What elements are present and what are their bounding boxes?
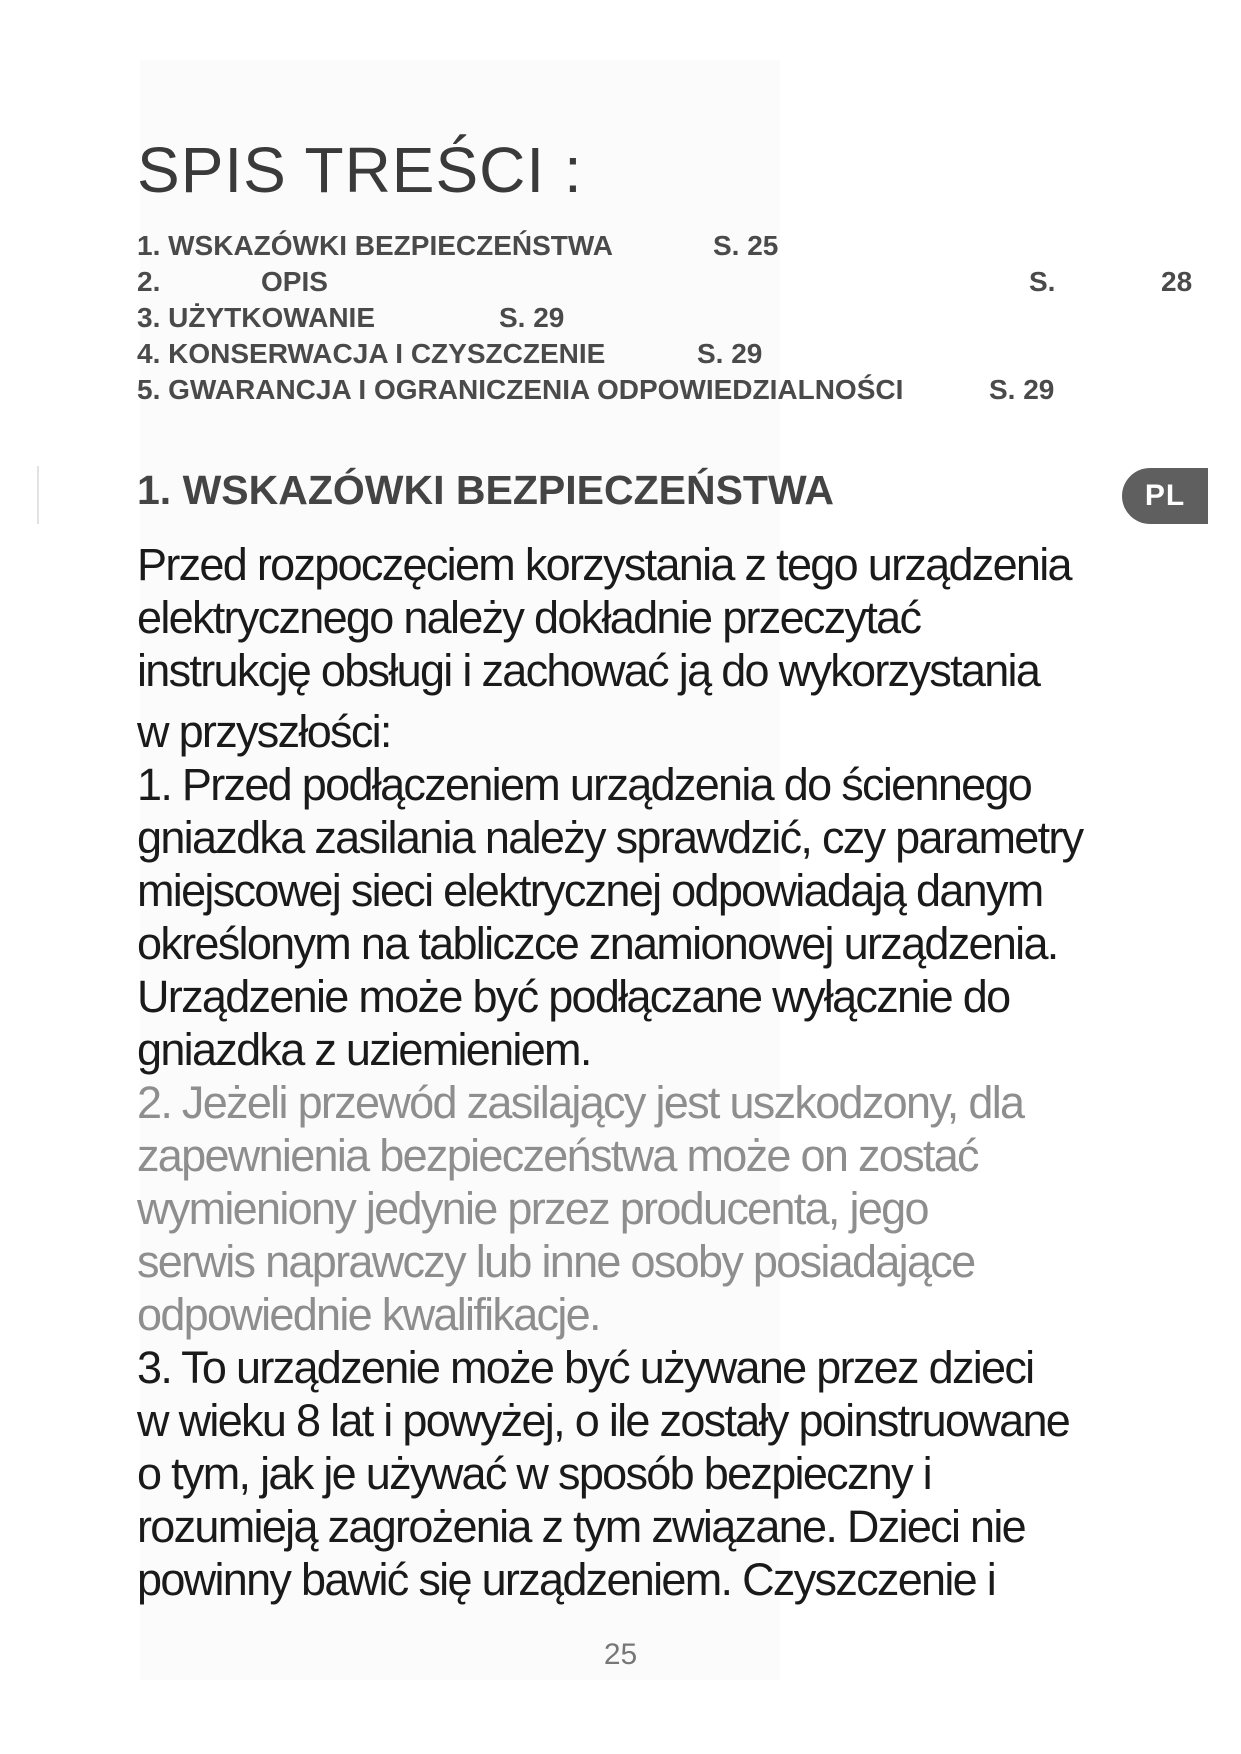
page-number: 25 <box>603 1638 638 1671</box>
margin-rule <box>37 466 39 524</box>
body-line: w przyszłości: <box>137 706 391 757</box>
toc-item-label: 4. KONSERWACJA I CZYSZCZENIE <box>137 338 606 369</box>
body-line: instrukcję obsługi i zachować ją do wykorzystania <box>137 645 1040 696</box>
body-line: wymieniony jedynie przez producenta, jego <box>137 1183 928 1234</box>
toc-item[interactable] <box>137 300 1197 336</box>
toc-item-label: OPIS <box>261 266 328 297</box>
toc-item-number: 2. <box>137 266 161 297</box>
toc-item[interactable] <box>137 264 1197 300</box>
toc-item-page: S. 29 <box>499 302 565 333</box>
toc-item-page: S. 29 <box>697 338 763 369</box>
body-line: miejscowej sieci elektrycznej odpowiadają danym <box>137 865 1043 916</box>
toc-item[interactable] <box>137 228 1197 264</box>
body-line: serwis naprawczy lub inne osoby posiadające <box>137 1236 975 1287</box>
body-line: o tym, jak je używać w sposób bezpieczny i <box>137 1448 931 1499</box>
body-line: gniazdka z uziemieniem. <box>137 1024 591 1075</box>
body-line: zapewnienia bezpieczeństwa może on zostać <box>137 1130 978 1181</box>
safety-text <box>137 538 1167 1606</box>
body-line: 3. To urządzenie może być używane przez dzieci <box>137 1342 1034 1393</box>
body-line: odpowiednie kwalifikacje. <box>137 1289 600 1340</box>
page-title: SPIS TREŚCI : <box>137 134 583 206</box>
body-line: 2. Jeżeli przewód zasilający jest uszkodzony, dla <box>137 1077 1024 1128</box>
body-line: Urządzenie może być podłączane wyłącznie do <box>137 971 1010 1022</box>
toc-item-page: 28 <box>1161 266 1193 297</box>
toc-item-page: S. 29 <box>989 374 1055 405</box>
body-line: powinny bawić się urządzeniem. Czyszczenie i <box>137 1554 996 1605</box>
toc-item[interactable] <box>137 336 1197 372</box>
body-line: Przed rozpoczęciem korzystania z tego urządzenia <box>137 539 1071 590</box>
body-line: elektrycznego należy dokładnie przeczytać <box>137 592 921 643</box>
body-line: 1. Przed podłączeniem urządzenia do ściennego <box>137 759 1032 810</box>
toc-item-page: S. 25 <box>713 230 779 261</box>
toc-item-page-prefix: S. <box>1029 266 1056 297</box>
toc-item[interactable] <box>137 372 1197 408</box>
language-badge: PL <box>1122 468 1208 524</box>
body-line: określonym na tabliczce znamionowej urządzenia. <box>137 918 1058 969</box>
body-line: gniazdka zasilania należy sprawdzić, czy parametry <box>137 812 1083 863</box>
toc-item-label: 3. UŻYTKOWANIE <box>137 302 376 333</box>
body-line: rozumieją zagrożenia z tym związane. Dzieci nie <box>137 1501 1025 1552</box>
section-heading: 1. WSKAZÓWKI BEZPIECZEŃSTWA <box>137 467 834 513</box>
toc-item-label: 1. WSKAZÓWKI BEZPIECZEŃSTWA <box>137 230 613 261</box>
body-line: w wieku 8 lat i powyżej, o ile zostały poinstruowane <box>137 1395 1070 1446</box>
toc-item-label: 5. GWARANCJA I OGRANICZENIA ODPOWIEDZIALNOŚCI <box>137 374 904 405</box>
table-of-contents <box>137 228 1197 408</box>
